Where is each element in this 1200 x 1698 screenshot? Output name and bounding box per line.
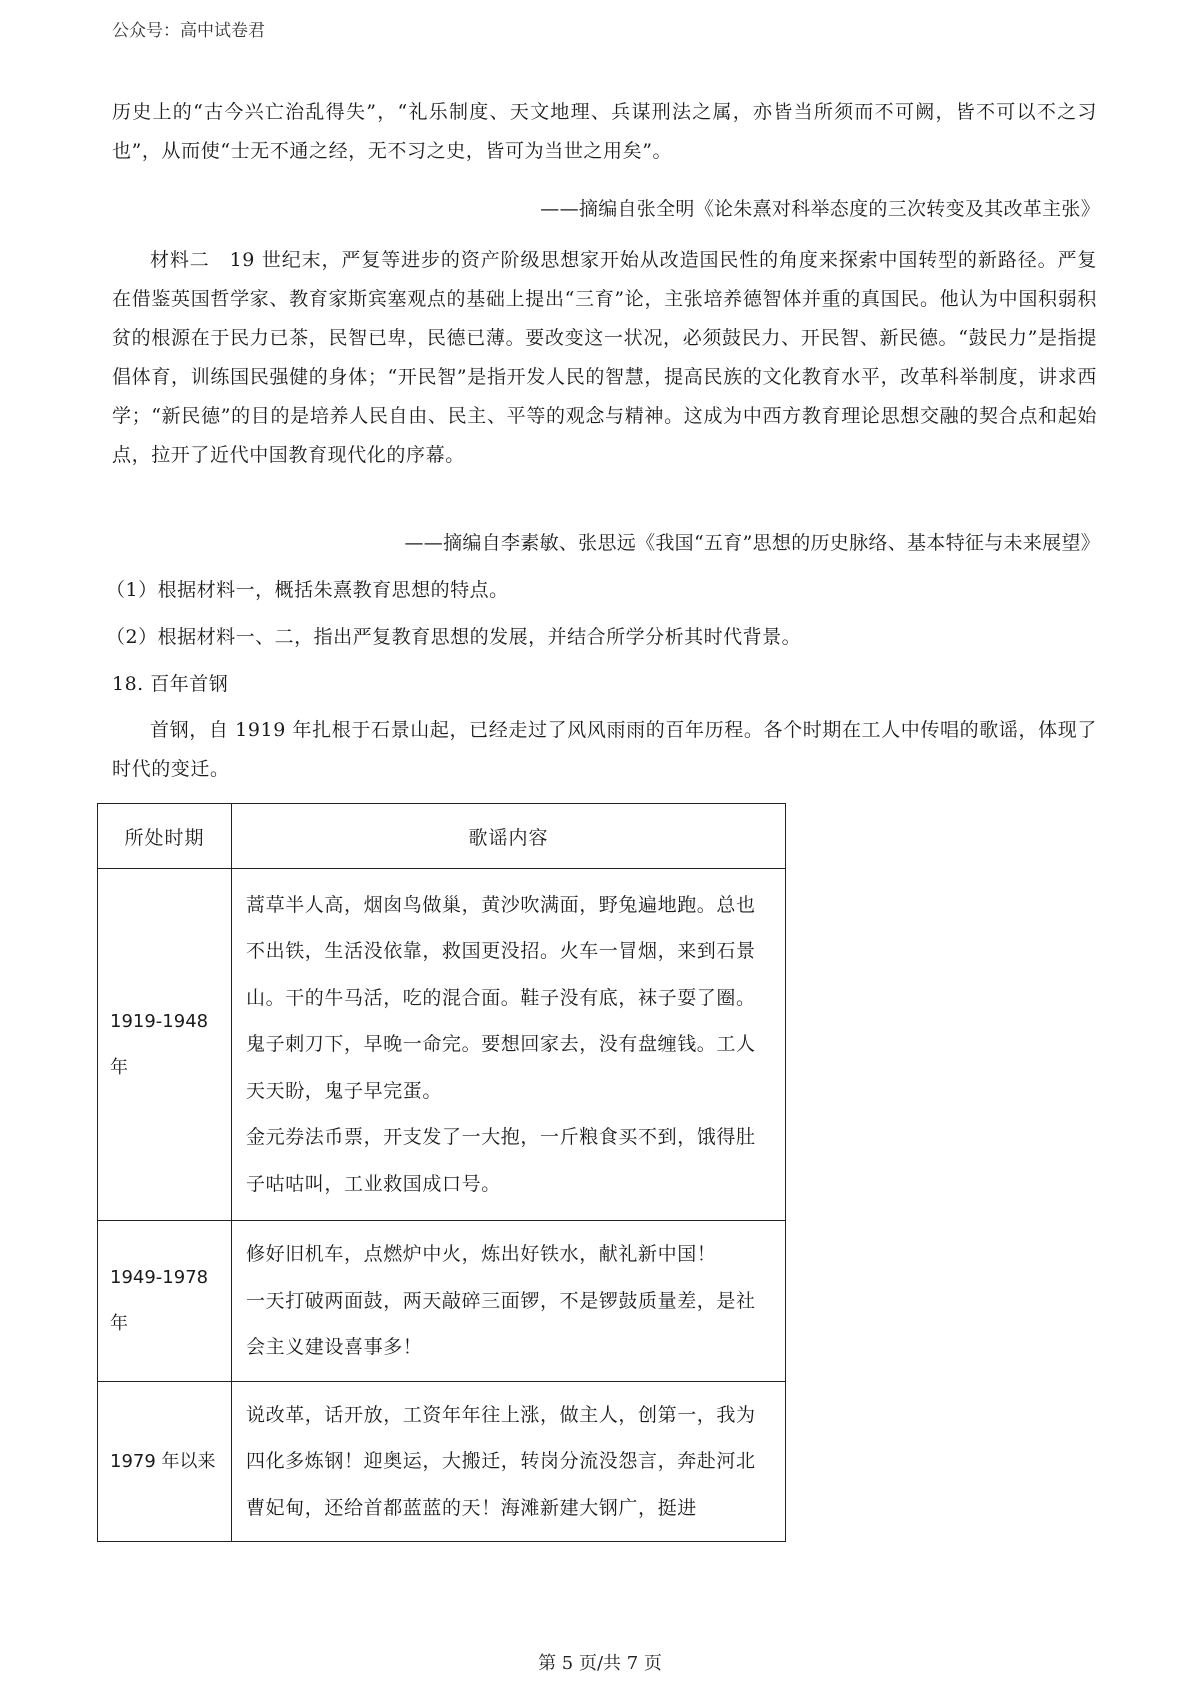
question-1: （1）根据材料一，概括朱熹教育思想的特点。 bbox=[106, 579, 509, 601]
period-cell: 1949-1978 年 bbox=[98, 1221, 232, 1382]
material2-source: ——摘编自李素敏、张思远《我国“五育”思想的历史脉络、基本特征与未来展望》 bbox=[404, 532, 1100, 554]
material1-source: ——摘编自张全明《论朱熹对科举态度的三次转变及其改革主张》 bbox=[540, 198, 1100, 220]
lyrics-paragraph: 一天打破两面鼓，两天敲碎三面锣，不是锣鼓质量差，是社会主义建设喜事多！ bbox=[246, 1289, 756, 1359]
column-header-period: 所处时期 bbox=[98, 804, 232, 869]
period-cell: 1919-1948 年 bbox=[98, 869, 232, 1221]
column-header-lyrics: 歌谣内容 bbox=[232, 804, 786, 869]
material2-text: 材料二 19 世纪末，严复等进步的资产阶级思想家开始从改造国民性的角度来探索中国转型的新路径。严复在借鉴英国哲学家、教育家斯宾塞观点的基础上提出“三育”论，主张培养德智体并重的真国民。他认为中国积弱积贫的根源在于民力已茶，民智已卑，民德已薄。要改变这一状况，必须鼓民力、开民智、新民德。“鼓民力”是指提倡体育，训练国民强健的身体；“开民智”是指开发人民的智慧，提高民族的文化教育水平，改革科举制度，讲求西学；“新民德”的目的是培养人民自由、民主、平等的观念与精神。这成为中西方教育理论思想交融的契合点和起始点，拉开了近代中国教育现代化的序幕。 bbox=[112, 249, 1097, 466]
period-cell: 1979 年以来 bbox=[98, 1382, 232, 1542]
table-row bbox=[98, 1382, 786, 1542]
lyrics-paragraph: 修好旧机车，点燃炉中火，炼出好铁水，献礼新中国！ bbox=[246, 1243, 717, 1266]
question-18-intro: 首钢，自 1919 年扎根于石景山起，已经走过了风风雨雨的百年历程。各个时期在工人中传唱的歌谣，体现了时代的变迁。 bbox=[112, 719, 1097, 780]
lyrics-cell bbox=[232, 1221, 786, 1382]
lyrics-cell bbox=[232, 1382, 786, 1542]
table-row bbox=[98, 1221, 786, 1382]
page-header-watermark: 公众号：高中试卷君 bbox=[112, 21, 265, 41]
question-18-title: 18. 百年首钢 bbox=[112, 673, 229, 695]
lyrics-paragraph: 说改革，话开放，工资年年往上涨，做主人，创第一，我为四化多炼钢！迎奥运，大搬迁，转岗分流没怨言，奔赴河北曹妃甸，还给首都蓝蓝的天！海滩新建大钢广，挺进 bbox=[246, 1403, 756, 1519]
material1-continuation: 历史上的“古今兴亡治乱得失”，“礼乐制度、天文地理、兵谋刑法之属，亦皆当所须而不可阙，皆不可以不之习也”，从而使“士无不通之经，无不习之史，皆可为当世之用矣”。 bbox=[112, 101, 1097, 162]
lyrics-paragraph: 蒿草半人高，烟囱鸟做巢，黄沙吹满面，野兔遍地跑。总也不出铁，生活没依靠，救国更没招。火车一冒烟，来到石景山。干的牛马活，吃的混合面。鞋子没有底，袜子耍了圈。鬼子刺刀下，早晚一命完。要想回家去，没有盘缠钱。工人天天盼，鬼子早完蛋。 bbox=[246, 893, 756, 1102]
songs-table bbox=[97, 803, 786, 1542]
table-header-row bbox=[98, 804, 786, 869]
lyrics-paragraph: 金元券法币票，开支发了一大抱，一斤粮食买不到，饿得肚子咕咕叫，工业救国成口号。 bbox=[246, 1126, 756, 1195]
question-2: （2）根据材料一、二，指出严复教育思想的发展，并结合所学分析其时代背景。 bbox=[106, 626, 802, 648]
lyrics-cell bbox=[232, 869, 786, 1221]
page-number: 第 5 页/共 7 页 bbox=[538, 1653, 662, 1674]
table-row bbox=[98, 869, 786, 1221]
